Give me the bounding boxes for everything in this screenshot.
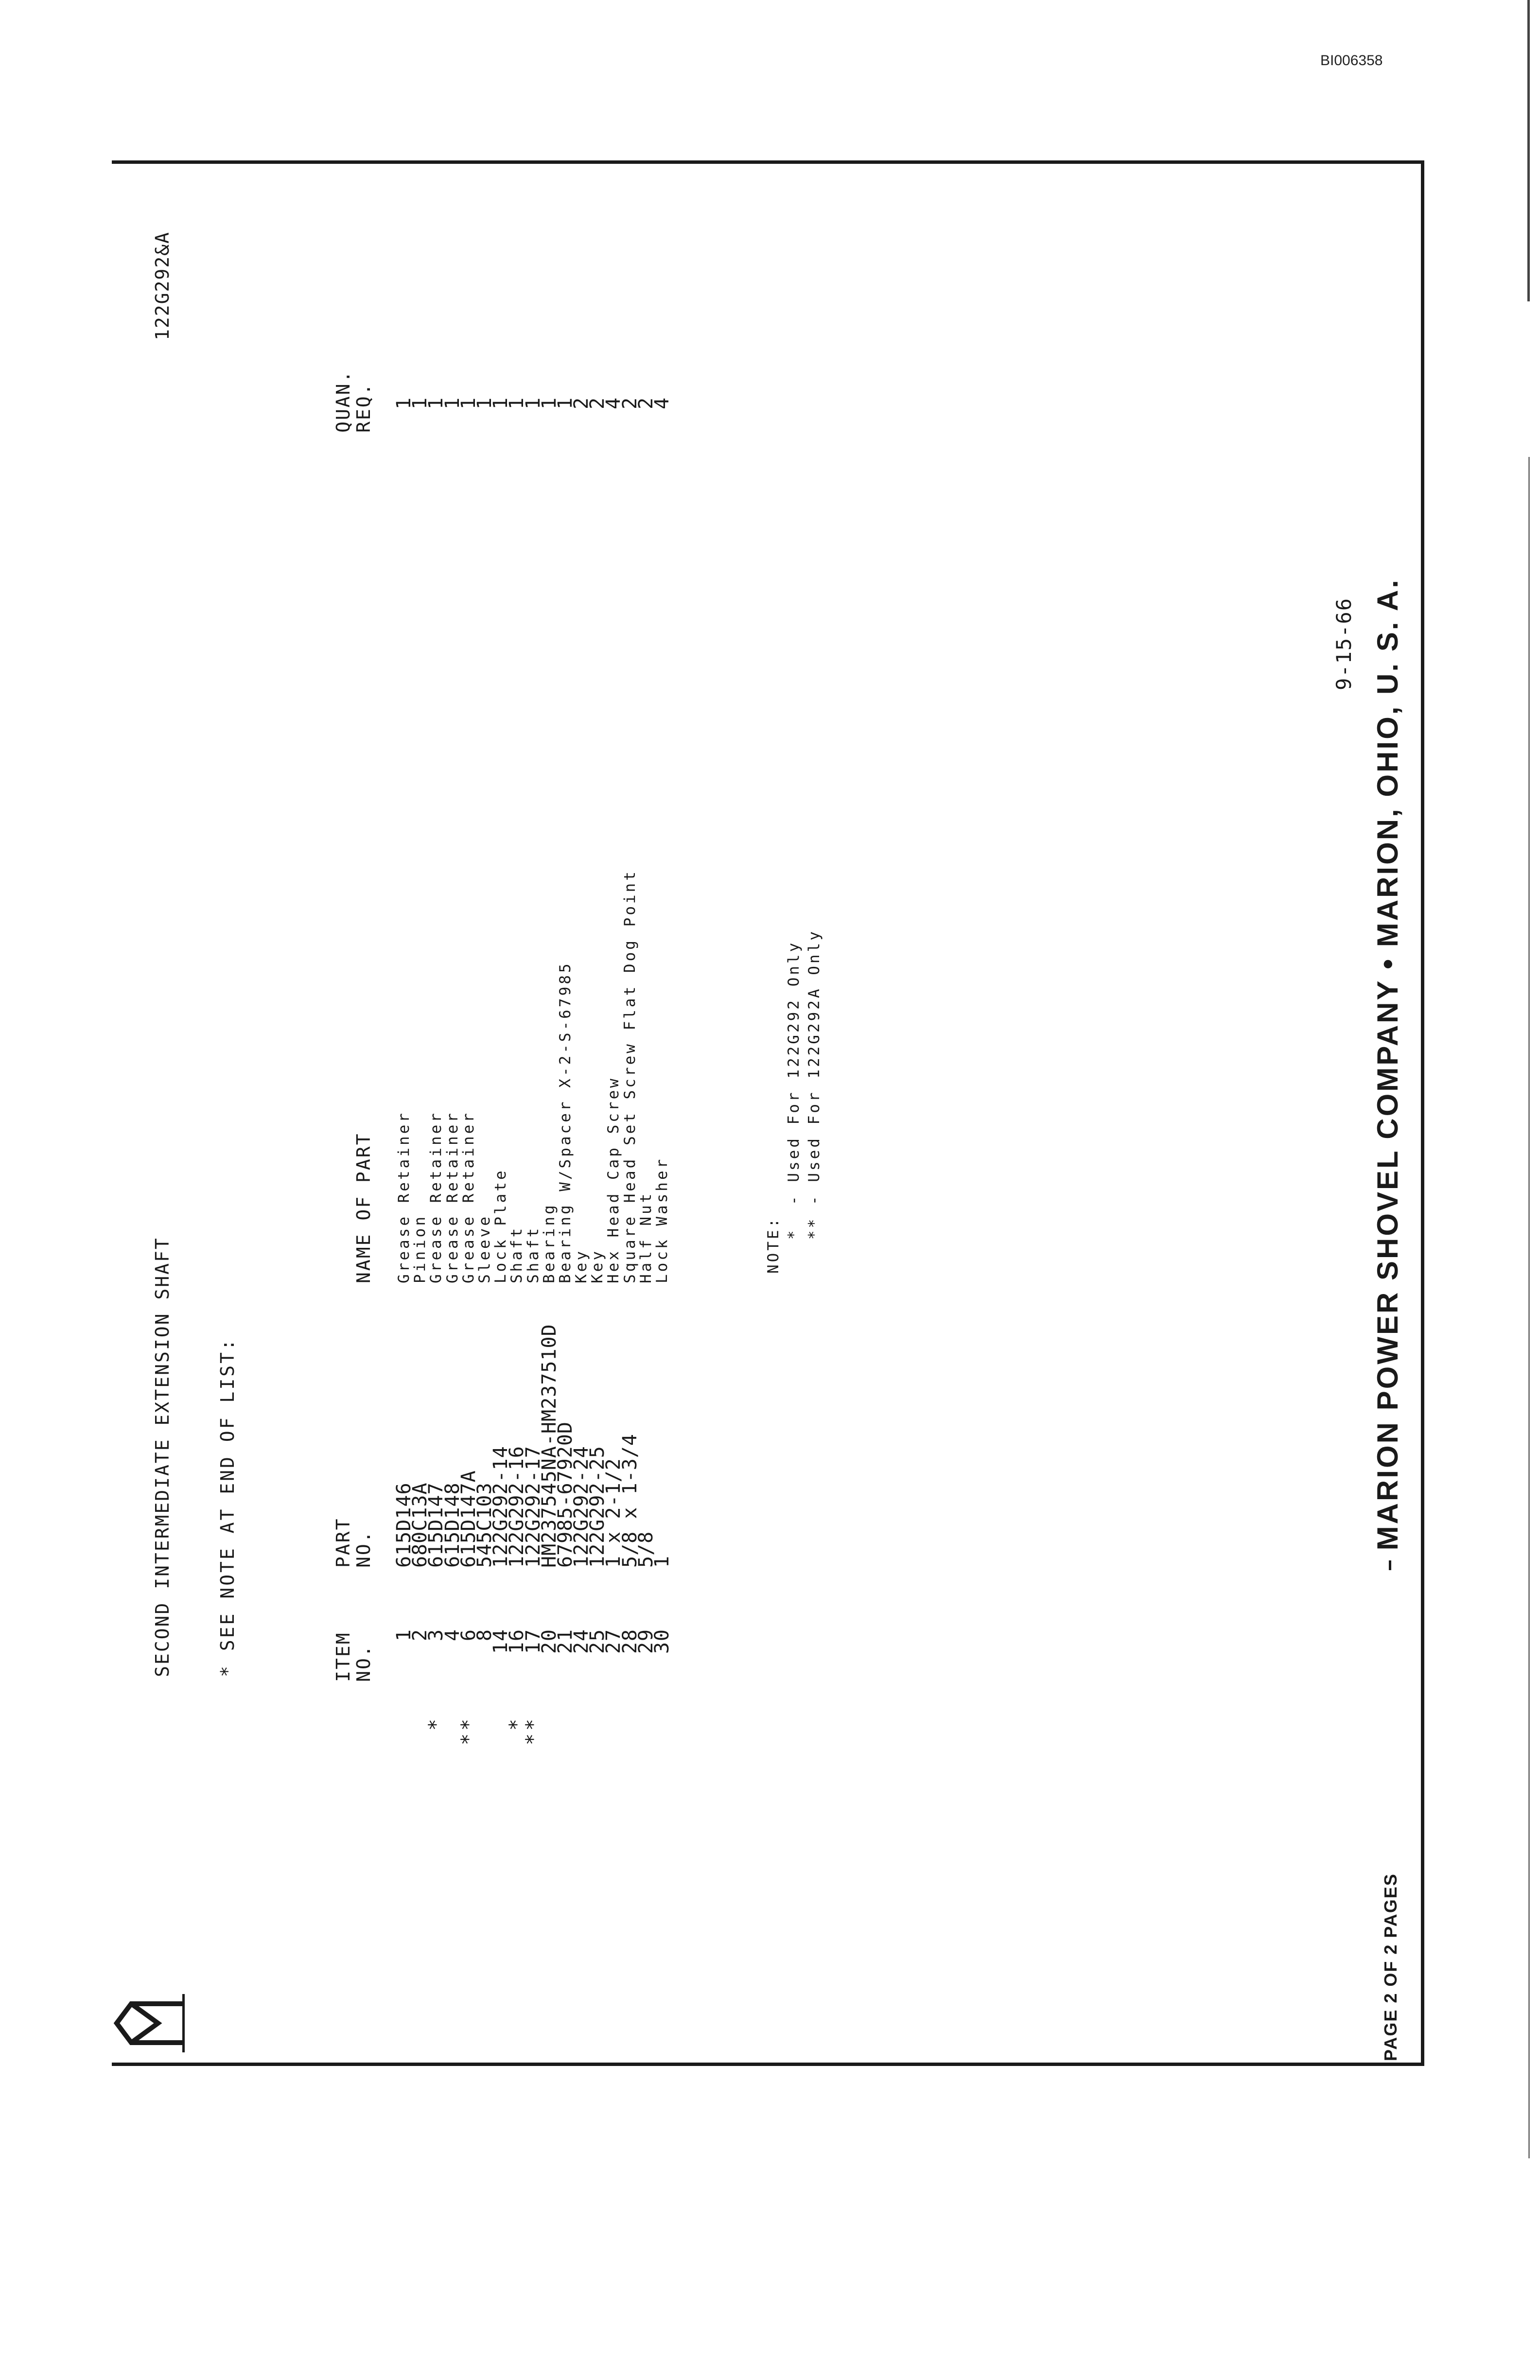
- item-no: 25: [586, 1628, 609, 1654]
- part-no: 67985-67920D: [554, 1421, 577, 1568]
- row-mark: *: [506, 1716, 528, 1731]
- row-mark: [574, 1716, 590, 1760]
- drawing-number: 122G292&A: [152, 231, 173, 340]
- item-no: 30: [651, 1628, 673, 1654]
- part-no: 615D148: [441, 1482, 464, 1568]
- part-name: Bearing W/Spacer X-2-S-67985: [556, 961, 574, 1283]
- notes-heading: NOTE:: [765, 1216, 782, 1274]
- part-no: 5/8 x 1-3/4: [618, 1434, 641, 1568]
- quantity: 4: [651, 397, 673, 410]
- row-mark: **: [457, 1716, 480, 1746]
- quantity: 2: [570, 397, 593, 410]
- quantity: 1: [554, 397, 577, 410]
- part-no: 122G292-24: [570, 1446, 593, 1568]
- part-name: Grease Retainer: [443, 1111, 461, 1283]
- quantity: 1: [441, 397, 464, 410]
- revision-date: 9-15-66: [1332, 597, 1356, 690]
- part-name: Square Head Set Screw Flat Dog Point: [621, 869, 639, 1283]
- quantity: 2: [634, 397, 657, 410]
- item-no: 17: [522, 1628, 544, 1654]
- item-no: 4: [441, 1628, 464, 1642]
- item-no: 2: [409, 1628, 432, 1642]
- part-no: 1 x 2-1/2: [602, 1458, 625, 1568]
- column-part-no: [393, 1324, 673, 1568]
- company-footer: [1371, 578, 1404, 1570]
- quantity: 1: [522, 397, 544, 410]
- header-part-no: PART NO.: [332, 1517, 374, 1568]
- part-no: 615D147A: [457, 1470, 480, 1568]
- row-mark: [396, 1716, 412, 1760]
- quantity: 1: [409, 397, 432, 410]
- item-no: 1: [393, 1628, 415, 1642]
- quantity: 2: [618, 397, 641, 410]
- part-no: 545C103: [473, 1482, 496, 1568]
- item-no: 16: [506, 1628, 528, 1654]
- part-name: Sleeve: [475, 1214, 493, 1283]
- header-item-no: ITEM NO.: [332, 1631, 374, 1682]
- part-name: Shaft: [508, 1225, 526, 1283]
- quantity: 2: [586, 397, 609, 410]
- note-reference: * SEE NOTE AT END OF LIST:: [217, 1337, 238, 1677]
- row-mark: [590, 1716, 606, 1760]
- company-address: MARION POWER SHOVEL COMPANY • MARION, OHIO, U. S. A.: [1371, 578, 1404, 1551]
- row-mark: [622, 1716, 638, 1760]
- part-no: 680C13A: [409, 1482, 432, 1568]
- document-id: BI006358: [1320, 52, 1383, 69]
- page-indicator: PAGE 2 OF 2 PAGES: [1381, 1873, 1400, 2061]
- scan-edge: [1521, 0, 1540, 2380]
- quantity: 1: [506, 397, 528, 410]
- header-quantity: QUAN. REQ.: [332, 369, 374, 433]
- rotated-page: [112, 160, 1424, 2066]
- marion-logo: [112, 1989, 185, 2057]
- item-no: 27: [602, 1628, 625, 1654]
- quantity: 1: [473, 397, 496, 410]
- item-no: 20: [538, 1628, 560, 1654]
- quantity: 1: [457, 397, 480, 410]
- row-mark: [654, 1716, 670, 1760]
- part-name: Grease Retainer: [459, 1111, 477, 1283]
- column-marks: [396, 1716, 670, 1760]
- part-name: Hex Head Cap Screw: [605, 1076, 623, 1283]
- part-name: Half Nut: [637, 1191, 655, 1283]
- part-no: 122G292-17: [522, 1446, 544, 1568]
- notes-block: [763, 929, 824, 1274]
- note-line: * - Used For 122G292 Only: [785, 940, 803, 1240]
- row-mark: [638, 1716, 654, 1760]
- quantity: 4: [602, 397, 625, 410]
- part-name: Grease Retainer: [395, 1111, 413, 1283]
- quantity: 1: [393, 397, 415, 410]
- part-name: Grease Retainer: [427, 1111, 445, 1283]
- part-name: Pinion: [411, 1214, 429, 1283]
- footer-rule: [1389, 1560, 1391, 1570]
- part-name: Lock Plate: [492, 1168, 510, 1283]
- item-no: 21: [554, 1628, 577, 1654]
- column-name-of-part: [396, 869, 670, 1283]
- header-name-of-part: NAME OF PART: [353, 1132, 374, 1283]
- row-mark: **: [522, 1716, 544, 1746]
- quantity: 1: [490, 397, 512, 410]
- part-no: 1: [651, 1555, 673, 1568]
- item-no: 6: [457, 1628, 480, 1642]
- item-no: 28: [618, 1628, 641, 1654]
- page-title: SECOND INTERMEDIATE EXTENSION SHAFT: [152, 1237, 173, 1677]
- quantity: 1: [538, 397, 560, 410]
- item-no: 3: [425, 1628, 448, 1642]
- part-no: 615D146: [393, 1482, 415, 1568]
- row-mark: [606, 1716, 622, 1760]
- part-name: Lock Washer: [653, 1156, 671, 1283]
- part-name: Key: [589, 1249, 607, 1283]
- part-name: Key: [573, 1249, 591, 1283]
- note-line: ** - Used For 122G292A Only: [805, 929, 823, 1240]
- part-no: HM237545NA-HM237510D: [538, 1324, 560, 1568]
- row-mark: *: [425, 1716, 448, 1731]
- part-no: 122G292-14: [490, 1446, 512, 1568]
- part-no: 122G292-16: [506, 1446, 528, 1568]
- quantity: 1: [425, 397, 448, 410]
- item-no: 24: [570, 1628, 593, 1654]
- part-no: 615D147: [425, 1482, 448, 1568]
- part-name: Shaft: [524, 1225, 542, 1283]
- column-quantity: [393, 389, 673, 418]
- item-no: 8: [473, 1628, 496, 1642]
- item-no: 29: [634, 1628, 657, 1654]
- row-mark: [558, 1716, 574, 1760]
- item-no: 14: [490, 1628, 512, 1654]
- part-name: Bearing: [540, 1203, 558, 1283]
- part-no: 122G292-25: [586, 1446, 609, 1568]
- part-no: 5/8: [634, 1531, 657, 1568]
- column-item-no: [393, 1628, 673, 1682]
